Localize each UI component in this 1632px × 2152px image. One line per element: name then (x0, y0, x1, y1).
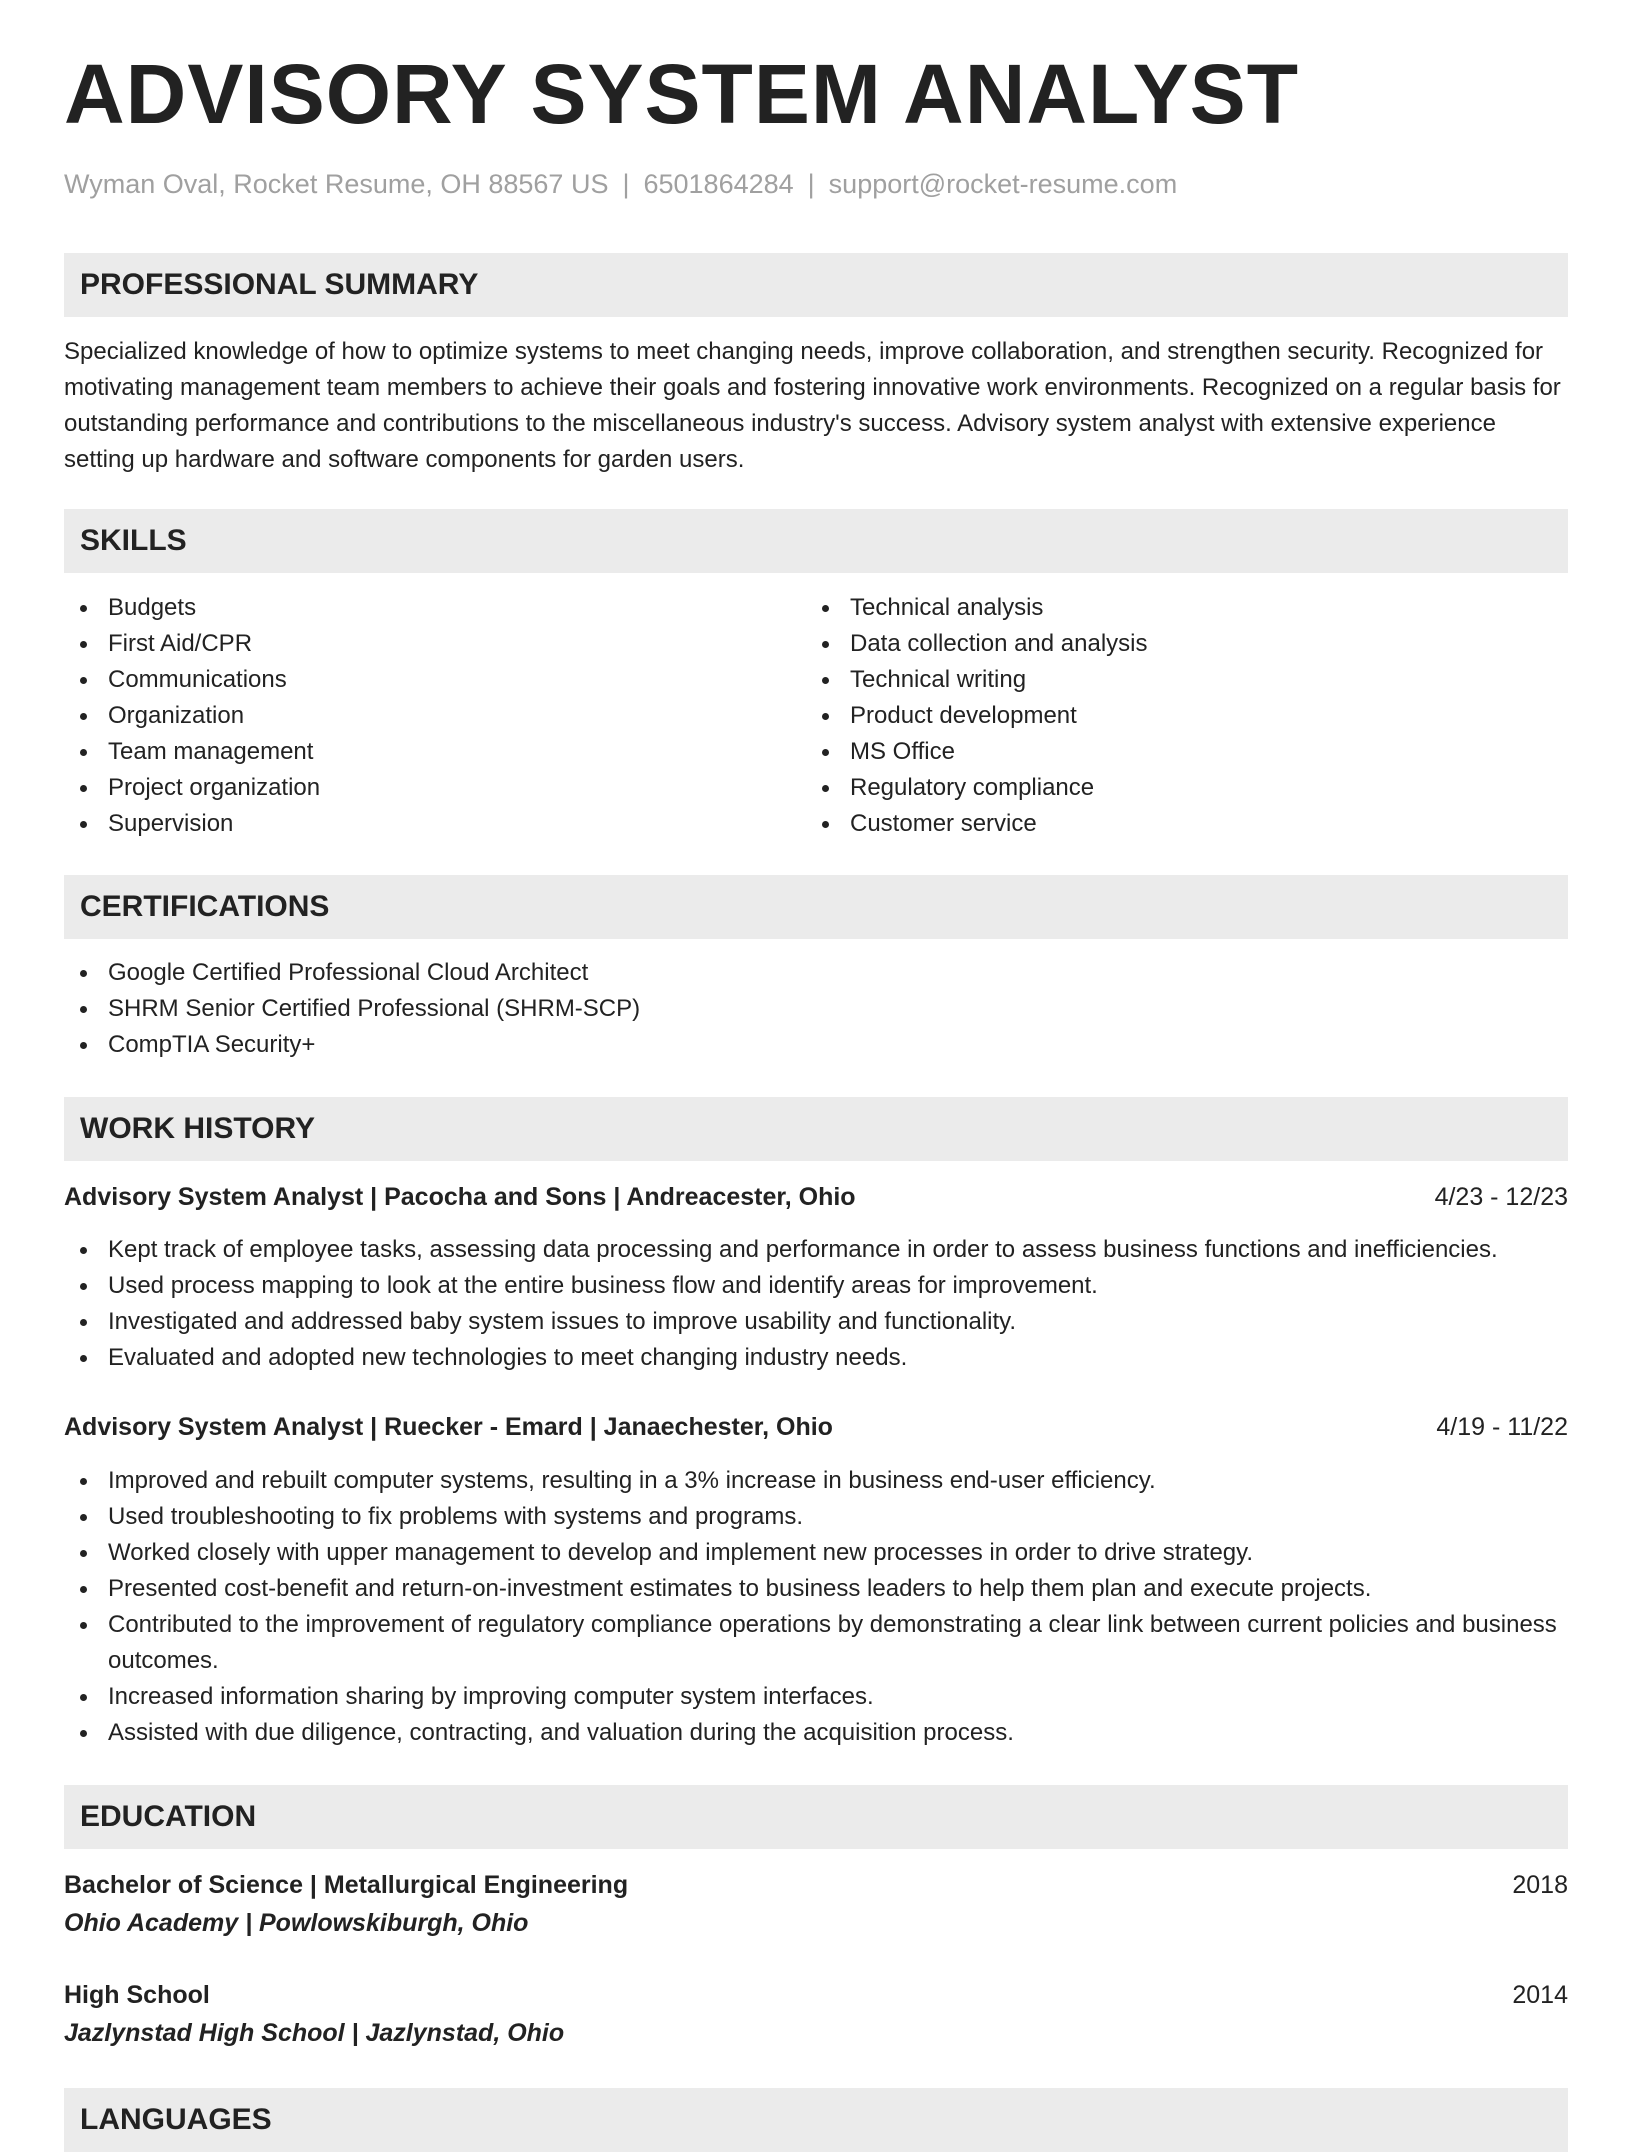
job-dates: 4/23 - 12/23 (1434, 1183, 1568, 1211)
job-bullet: Kept track of employee tasks, assessing data processing and performance in order to assess business functions and inefficiencies. (64, 1232, 1568, 1268)
skill-item: Customer service (806, 806, 1506, 842)
job-bullet: Investigated and addressed baby system issues to improve usability and functionality. (64, 1304, 1568, 1340)
job-title: Advisory System Analyst | Pacocha and Sons | Andreacester, Ohio (64, 1183, 856, 1211)
job-bullet: Presented cost-benefit and return-on-investment estimates to business leaders to help them plan and execute projects. (64, 1571, 1568, 1607)
skill-item: First Aid/CPR (64, 626, 764, 662)
job-bullet: Used process mapping to look at the entire business flow and identify areas for improvement. (64, 1268, 1568, 1304)
skills-section-header (64, 509, 1568, 573)
languages-section-header (64, 2088, 1568, 2152)
job-bullet: Evaluated and adopted new technologies to meet changing industry needs. (64, 1340, 1568, 1376)
skill-item: Technical analysis (806, 590, 1506, 626)
skills-list-left (64, 590, 764, 842)
job-bullet: Worked closely with upper management to develop and implement new processes in order to drive strategy. (64, 1535, 1568, 1571)
work-history-section-header (64, 1097, 1568, 1161)
skill-item: Regulatory compliance (806, 770, 1506, 806)
education-year: 2014 (1512, 1981, 1568, 2009)
skill-item: Project organization (64, 770, 764, 806)
job-bullet: Improved and rebuilt computer systems, resulting in a 3% increase in business end-user efficiency. (64, 1463, 1568, 1499)
job-title: Advisory System Analyst | Ruecker - Emard | Janaechester, Ohio (64, 1413, 833, 1441)
education-degree: Bachelor of Science | Metallurgical Engineering (64, 1871, 629, 1899)
certification-item: Google Certified Professional Cloud Architect (64, 955, 1568, 991)
contact-address: Wyman Oval, Rocket Resume, OH 88567 US (64, 169, 609, 199)
education-section-header (64, 1785, 1568, 1849)
certifications-list (64, 955, 1568, 1063)
section-title: PROFESSIONAL SUMMARY (80, 268, 479, 301)
summary-text: Specialized knowledge of how to optimize systems to meet changing needs, improve collaboration, and strengthen security. Recognized for motivating management team members to achieve their goals and fostering innovative work environments. Recognized on a regular basis for outstanding performance and contributions to the miscellaneous industry's success. Advisory system analyst with extensive experience setting up hardware and software components for garden users. (64, 338, 1561, 473)
job-bullets (64, 1463, 1568, 1751)
skill-item: Communications (64, 662, 764, 698)
contact-line (64, 168, 1177, 200)
candidate-name: ADVISORY SYSTEM ANALYST (64, 47, 1300, 141)
job-bullets (64, 1232, 1568, 1376)
certification-item: SHRM Senior Certified Professional (SHRM-SCP) (64, 991, 1568, 1027)
education-school: Jazlynstad High School | Jazlynstad, Ohio (64, 2019, 565, 2047)
skill-item: Organization (64, 698, 764, 734)
section-title: WORK HISTORY (80, 1112, 316, 1145)
contact-separator: | (622, 169, 630, 199)
job-dates: 4/19 - 11/22 (1436, 1413, 1568, 1441)
summary-section-header (64, 253, 1568, 317)
skill-item: Product development (806, 698, 1506, 734)
contact-email: support@rocket-resume.com (828, 169, 1178, 199)
job-bullet: Used troubleshooting to fix problems with systems and programs. (64, 1499, 1568, 1535)
education-degree: High School (64, 1981, 210, 2009)
education-degree-row (64, 1867, 1568, 1903)
education-school-row (64, 1905, 1568, 1941)
skill-item: Data collection and analysis (806, 626, 1506, 662)
certifications-section-header (64, 875, 1568, 939)
section-title: EDUCATION (80, 1800, 257, 1833)
education-school: Ohio Academy | Powlowskiburgh, Ohio (64, 1909, 529, 1937)
job-bullet: Contributed to the improvement of regulatory compliance operations by demonstrating a clear link between current policies and business outcomes. (64, 1607, 1568, 1679)
skills-list-right (806, 590, 1506, 842)
contact-separator: | (807, 169, 815, 199)
job-bullet: Increased information sharing by improving computer system interfaces. (64, 1679, 1568, 1715)
job-heading-row (64, 1179, 1568, 1215)
job-heading-row (64, 1409, 1568, 1445)
skill-item: MS Office (806, 734, 1506, 770)
skill-item: Budgets (64, 590, 764, 626)
section-title: SKILLS (80, 524, 187, 557)
job-bullet: Assisted with due diligence, contracting, and valuation during the acquisition process. (64, 1715, 1568, 1751)
education-degree-row (64, 1977, 1568, 2013)
skill-item: Supervision (64, 806, 764, 842)
skill-item: Technical writing (806, 662, 1506, 698)
contact-phone: 6501864284 (643, 169, 794, 199)
skill-item: Team management (64, 734, 764, 770)
section-title: LANGUAGES (80, 2103, 272, 2136)
section-title: CERTIFICATIONS (80, 890, 330, 923)
certification-item: CompTIA Security+ (64, 1027, 1568, 1063)
education-year: 2018 (1512, 1871, 1568, 1899)
education-school-row (64, 2015, 1568, 2051)
